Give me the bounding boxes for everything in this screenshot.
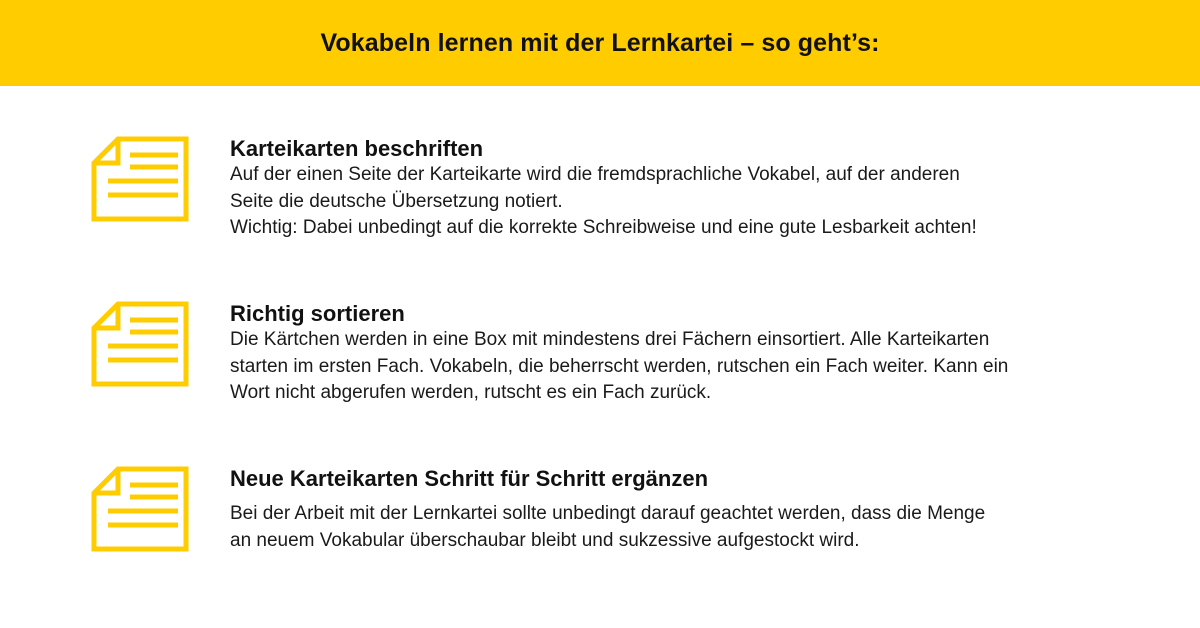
step-title: Richtig sortieren [230, 301, 405, 326]
step-line: Die Kärtchen werden in eine Box mit mindestens drei Fächern einsortiert. Alle Karteikarten [230, 329, 990, 350]
document-icon [90, 300, 204, 388]
document-icon [90, 135, 204, 223]
document-icon [90, 465, 204, 553]
step-3-text [230, 465, 1170, 554]
step-line: starten im ersten Fach. Vokabeln, die beherrscht werden, rutschen ein Fach weiter. Kann ein [230, 355, 1009, 377]
step-title: Karteikarten beschriften [230, 136, 484, 161]
step-2-text [230, 300, 1170, 407]
step-1-text [230, 135, 1170, 242]
step-line: Bei der Arbeit mit der Lernkartei sollte unbedingt darauf geachtet werden, dass die Menge [230, 503, 986, 524]
header-banner [0, 0, 1200, 86]
step-line: Wichtig: Dabei unbedingt auf die korrekte Schreibweise und eine gute Lesbarkeit achten! [230, 217, 977, 238]
step-title: Neue Karteikarten Schritt für Schritt ergänzen [230, 466, 709, 491]
page-title: Vokabeln lernen mit der Lernkartei – so geht’s: [320, 28, 880, 57]
step-line: an neuem Vokabular überschaubar bleibt und sukzessive aufgestockt wird. [230, 529, 860, 551]
step-line: Wort nicht abgerufen werden, rutscht es ein Fach zurück. [230, 382, 712, 403]
step-line: Seite die deutsche Übersetzung notiert. [230, 190, 563, 212]
step-line: Auf der einen Seite der Karteikarte wird die fremdsprachliche Vokabel, auf der anderen [230, 164, 960, 185]
